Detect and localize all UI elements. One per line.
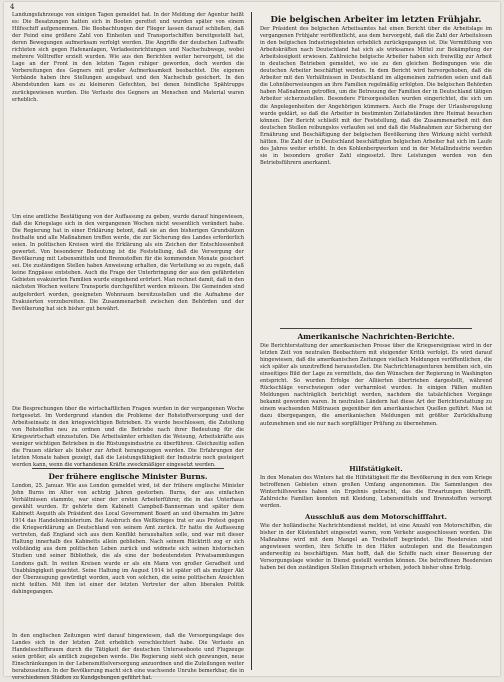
newspaper-page — [4, 2, 500, 682]
page-number: 4 — [10, 3, 15, 11]
motor-headline: Ausschluß aus dem Motorschifffahrt. — [305, 513, 447, 521]
burns-paragraph: London, 25. Januar. Wie aus London gemeldet wird, ist der frühere englische Minister John Burns im Alter von achtzig Jahren gestorben. Burns, der aus einfachen Verhältnissen stammte, war einer der ersten Arbeiterführer, die in das Unterhaus gewählt wurden. Er gehörte dem Kabinett Campbell-Bannerman und später dem Kabinett Asquith als Präsident des Local Government Board an und übernahm im Jahre 1914 das Handelsministerium. Bei Ausbruch des Weltkrieges trat er aus Protest gegen die Kriegserklärung an Deutschland von seinem Amt zurück. Er hatte die Auffassung vertreten, daß England sich aus dem Konflikt heraushalten solle, und war mit dieser Haltung innerhalb des Kabinetts allein geblieben. Nach seinem Rücktritt zog er sich vollständig aus dem politischen Leben zurück und widmete sich seinen historischen Studien und seiner Bibliothek, die als eine der bedeutendsten Privatsammlungen Londons galt. In weiten Kreisen wurde er als ein Mann von großer Geradheit und Unabhängigkeit geachtet. Seine Haltung im August 1914 ist später oft als mutiger Akt der Überzeugung gewürdigt worden, auch von solchen, die seine politischen Ansichten nicht teilten. Mit ihm ist einer der letzten Vertreter der alten liberalen Politik dahingegangen. — [12, 483, 244, 595]
column-rule — [251, 12, 252, 670]
article-economy — [12, 406, 244, 469]
england-paragraph: In den englischen Zeitungen wird darauf hingewiesen, daß die Versorgungslage des Landes sich in der letzten Zeit erheblich verschlechtert habe. Die Verluste an Handelsschiffsraum durch die Tätigkeit der deutschen Unterseeboote und Flugzeuge seien größer, als amtlich zugegeben werde. Die Regierung sieht sich gezwungen, neue Einschränkungen in der Lebensmittelversorgung anzuordnen und die Zuteilungen weiter herabzusetzen. In der Bevölkerung macht sich eine wachsende Unruhe bemerkbar, die in verschiedenen Städten zu Kundgebungen geführt hat. — [12, 633, 244, 682]
section-divider-right — [280, 328, 472, 329]
american-paragraph: Die Berichterstattung der amerikanischen Presse über die Kriegsereignisse wird in der letzten Zeit von neutralen Beobachtern mit steigender Kritik verfolgt. Es wird darauf hingewiesen, daß die amerikanischen Zeitungen vielfach Meldungen veröffentlichen, die sich später als unzutreffend herausstellen. Die Nachrichtenagenturen bemühen sich, ein einseitiges Bild der Lage zu vermitteln, das den Wünschen der Regierung in Washington entspricht. So wurden Erfolge der Alliierten übertrieben dargestellt, während Rückschläge verschwiegen oder verharmlost wurden. In einigen Fällen mußten Meldungen nachträglich berichtigt werden, nachdem die tatsächlichen Vorgänge bekannt geworden waren. In neutralen Ländern hat diese Art der Berichterstattung zu einem wachsenden Mißtrauen gegenüber den amerikanischen Quellen geführt. Man ist dazu übergegangen, die amerikanischen Meldungen mit größter Zurückhaltung aufzunehmen und sie nur nach sorgfältiger Prüfung zu übernehmen. — [260, 343, 492, 427]
article-american — [260, 343, 492, 461]
aid-headline: Hilfstätigkeit. — [349, 465, 403, 473]
belgian-paragraph: Der Präsident des belgischen Arbeitsamtes hat einen Bericht über die Arbeitslage im vergangenen Frühjahr veröffentlicht, aus dem hervorgeht, daß die Zahl der Arbeitslosen in den belgischen Industriegebieten erheblich zurückgegangen ist. Die Vermittlung von Arbeitskräften nach Deutschland hat sich als wirksames Mittel zur Bekämpfung der Arbeitslosigkeit erwiesen. Zahlreiche belgische Arbeiter haben sich freiwillig zur Arbeit in deutschen Betrieben gemeldet, wo sie zu den gleichen Bedingungen wie die deutschen Arbeiter beschäftigt werden. In dem Bericht wird hervorgehoben, daß die Arbeiter mit den Verhältnissen in Deutschland im allgemeinen zufrieden seien und daß die Lohnüberweisungen an ihre Familien regelmäßig erfolgten. Die belgischen Behörden haben Maßnahmen getroffen, um die Betreuung der Familien der in Deutschland tätigen Arbeiter sicherzustellen. Besondere Fürsorgestellen wurden eingerichtet, die sich um die Angelegenheiten der Angehörigen kümmern. Auch die Frage der Urlaubsregelung wurde geklärt, so daß die Arbeiter in bestimmten Zeitabständen ihre Heimat besuchen können. Der Bericht schließt mit der Feststellung, daß die Zusammenarbeit mit den deutschen Stellen reibungslos verlaufen sei und daß die Maßnahmen zur Sicherung der Ernährung und Beschäftigung der belgischen Bevölkerung ihre Wirkung nicht verfehlt hätten. Die Zahl der in Deutschland beschäftigten belgischen Arbeiter hat sich im Laufe des Jahres weiter erhöht. In den Kohlenbergwerken und in der Metallindustrie werden sie in besonders großer Zahl eingesetzt. Ihre Leistungen werden von den Betriebsführern anerkannt. — [260, 26, 492, 166]
american-headline: Amerikanische Nachrichten-Berichte. — [297, 332, 455, 341]
article-belgian — [260, 26, 492, 326]
motor-paragraph: Wie der holländische Nachrichtendienst meldet, ist eine Anzahl von Motorschiffen, die bisher in der Küstenfahrt eingesetzt waren, vom Verkehr ausgeschlossen worden. Die Maßnahme wird mit dem Mangel an Treibstoff begründet. Die Reedereien sind angewiesen worden, ihre Schiffe in den Häfen aufzulegen und die Besatzungen anderweitig zu beschäftigen. Man hofft, daß die Schiffe nach einer Besserung der Versorgungslage wieder in Dienst gestellt werden können. Die betroffenen Reedereien haben bei den zuständigen Stellen Einspruch erhoben, jedoch bisher ohne Erfolg. — [260, 523, 492, 572]
belgian-headline: Die belgischen Arbeiter im letzten Frühjahr. — [270, 15, 482, 25]
economy-paragraph: Die Besprechungen über die wirtschaftlichen Fragen wurden in der vergangenen Woche fortgesetzt. Im Vordergrund standen die Probleme der Rohstoffversorgung und der Arbeitseinsatz in den kriegswichtigen Betrieben. Es wurde beschlossen, die Zuteilung von Rohstoffen neu zu ordnen und die Betriebe nach ihrer Bedeutung für die Kriegswirtschaft einzustufen. Die Arbeitsämter erhielten die Weisung, Arbeitskräfte aus weniger wichtigen Betrieben in die Rüstungsindustrie zu überführen. Gleichzeitig sollen die Frauen stärker als bisher zur Arbeit herangezogen werden. Die Erfahrungen der letzten Monate haben gezeigt, daß die Leistungsfähigkeit der Industrie noch gesteigert werden kann, wenn die vorhandenen Kräfte zweckmäßiger eingesetzt werden. — [12, 406, 244, 469]
article-england-supply — [12, 633, 244, 682]
intro-paragraph: Landungsfahrzeuge von einigen Tagen gemeldet hat. In der Meldung der Agentur heißt es: Die Besatzungen hatten sich in Booten gerettet und wurden später von einem Hilfsschiff aufgenommen. Die Beobachtungen der Flieger lassen darauf schließen, daß der Feind eine größere Zahl von Einheiten und Transportschiffen bereitgestellt hat, deren Bewegungen aufmerksam verfolgt werden. Die Angriffe der deutschen Luftwaffe richteten sich gegen Hafenanlagen, Verladeeinrichtungen und Nachschubwege, wobei mehrere Volltreffer erzielt wurden. Wie aus den Berichten weiter hervorgeht, ist die Lage an der Front in den letzten Tagen ruhiger geworden, doch werden die Vorbereitungen des Gegners mit großer Aufmerksamkeit beobachtet. Die eigenen Verbände haben ihre Stellungen ausgebaut und den Nachschub gesichert. In den Abendstunden kam es zu kleineren Gefechten, bei denen feindliche Spähtrupps zurückgewiesen wurden. Die Verluste des Gegners an Menschen und Material waren erheblich. — [12, 12, 244, 103]
article-motor — [260, 523, 492, 623]
right-column — [260, 12, 492, 670]
article-politics — [12, 214, 244, 404]
article-burns — [12, 483, 244, 631]
article-aid — [260, 475, 492, 509]
left-column — [12, 12, 244, 682]
politics-paragraph: Um eine amtliche Bestätigung von der Auffassung zu geben, wurde darauf hingewiesen, daß die Kriegslage sich in den vergangenen Wochen nicht wesentlich verändert habe. Die Regierung hat in einer Erklärung betont, daß sie an den bisherigen Grundsätzen festhalte und alle Maßnahmen treffen werde, die zur Sicherung des Landes erforderlich seien. In politischen Kreisen wird die Erklärung als ein Zeichen der Entschlossenheit gewertet. Von besonderer Bedeutung ist die Feststellung, daß die Versorgung der Bevölkerung mit Lebensmitteln und Brennstoffen für die kommenden Monate gesichert sei. Die zuständigen Stellen haben Anweisung erhalten, die Verteilung so zu regeln, daß keine Engpässe entstehen. Auch die Frage der Unterbringung der aus den gefährdeten Gebieten evakuierten Familien wurde eingehend erörtert. Man rechnet damit, daß in den nächsten Wochen weitere Transporte durchgeführt werden müssen. Die Gemeinden sind aufgefordert worden, geeigneten Wohnraum bereitzustellen und die Aufnahme der Evakuierten vorzubereiten. Die Zusammenarbeit zwischen den Behörden und der Bevölkerung hat sich bisher gut bewährt. — [12, 214, 244, 312]
aid-paragraph: In den Monaten des Winters hat die Hilfstätigkeit für die Bevölkerung in den vom Kriege betroffenen Gebieten einen großen Umfang angenommen. Die Sammlungen des Winterhilfswerkes haben ein Ergebnis gebracht, das die Erwartungen übertrifft. Zahlreiche Familien konnten mit Kleidung, Lebensmitteln und Brennstoffen versorgt werden. — [260, 475, 492, 510]
intro-article — [12, 12, 244, 212]
burns-headline: Der frühere englische Minister Burns. — [48, 472, 208, 481]
